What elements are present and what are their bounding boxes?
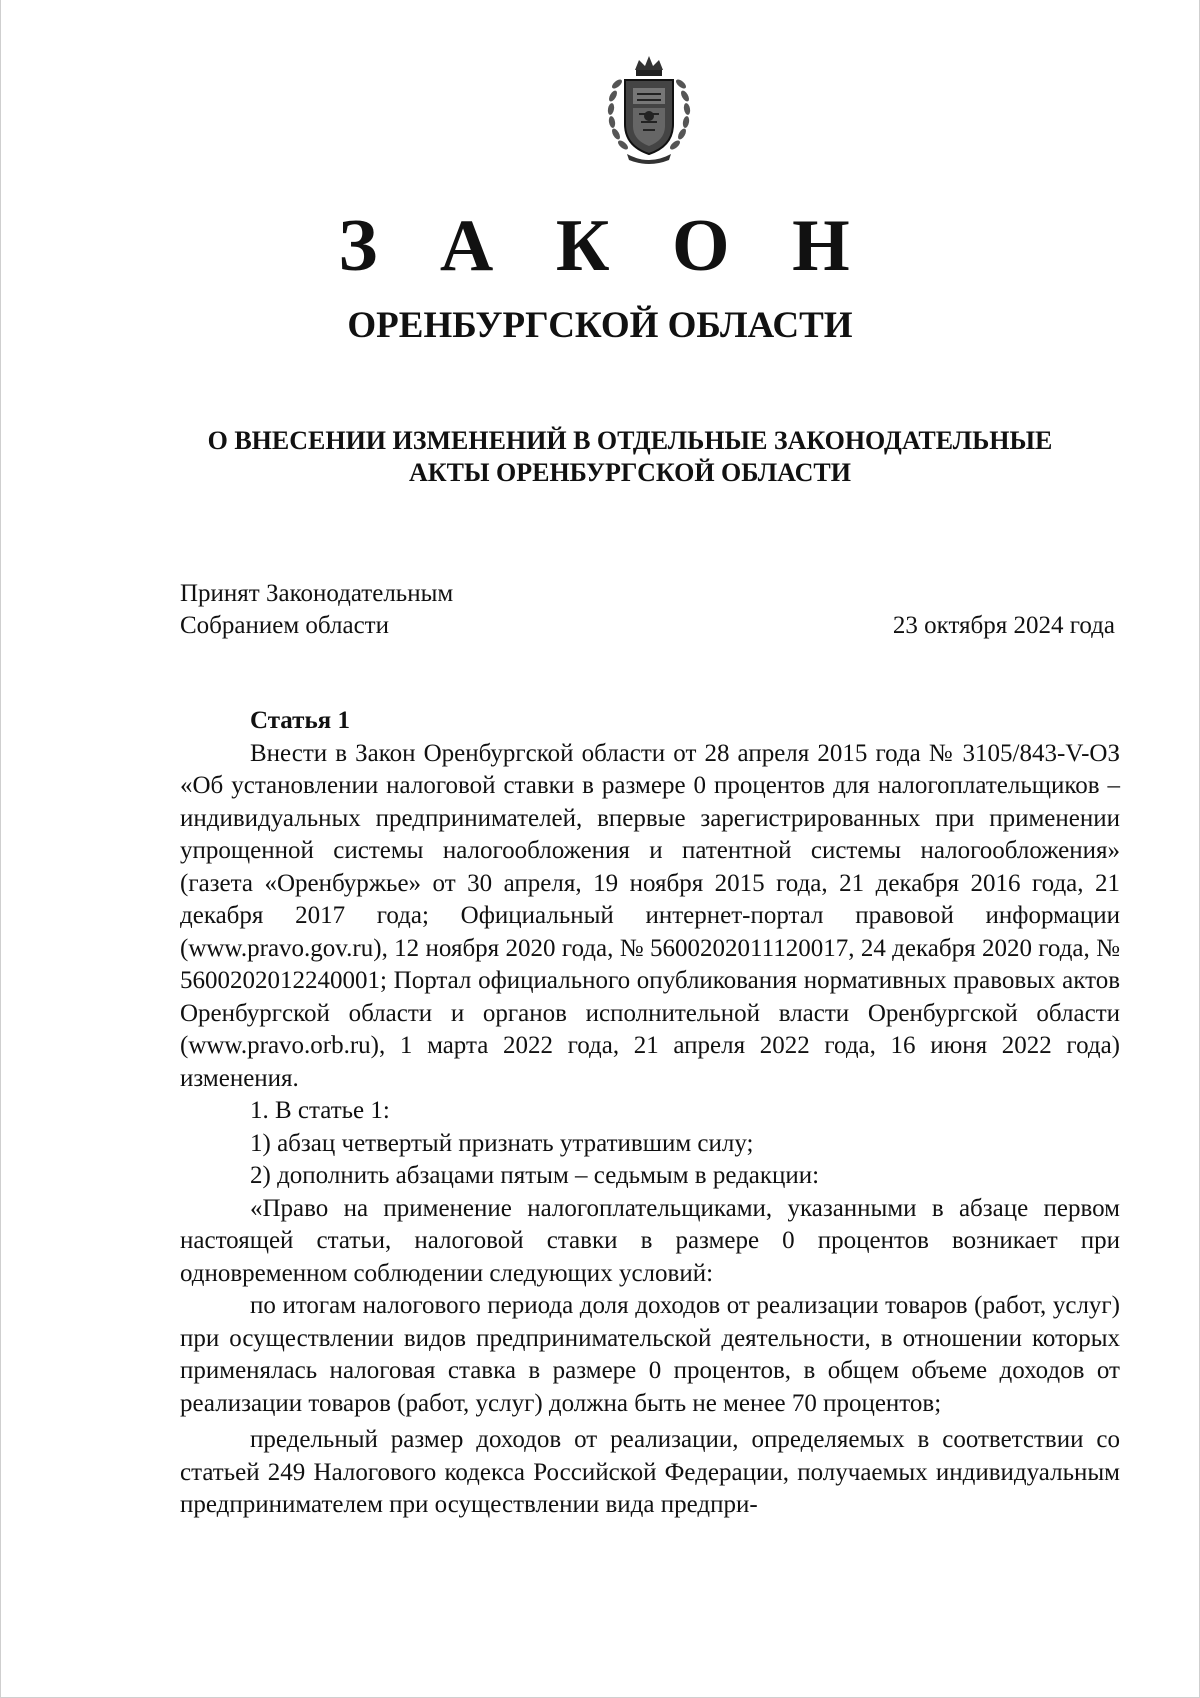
coat-of-arms-icon	[603, 54, 695, 166]
adoption-authority	[180, 578, 453, 642]
adoption-authority-line2: Собранием области	[180, 612, 389, 639]
document-title: З А К О Н	[338, 205, 872, 287]
law-heading	[150, 425, 1110, 489]
adoption-date: 23 октября 2024 года	[892, 612, 1115, 639]
adoption-authority-line1: Принят Законодательным	[180, 580, 454, 607]
document-subtitle: ОРЕНБУРГСКОЙ ОБЛАСТИ	[347, 305, 853, 346]
paragraph: «Право на применение налогоплательщиками, указанными в абзаце первом настоящей статьи, налоговой ставки в размере 0 процентов возникает при одновременном соблюдении следующих условий:	[180, 1194, 1120, 1287]
paragraph: предельный размер доходов от реализации, определяемых в соответствии со статьей 249 Налогового кодекса Российской Федерации, получаемых индивидуальным предпринимателем при осуществлении вида предпри-	[180, 1426, 1120, 1518]
paragraph: Внести в Закон Оренбургской области от 28 апреля 2015 года № 3105/843-V-ОЗ «Об установлении налоговой ставки в размере 0 процентов для налогоплательщиков – индивидуальных предпринимателей, впервые зарегистрированных при применении упрощенной системы налогообложения и патентной системы налогообложения» (газета «Оренбуржье» от 30 апреля, 19 ноября 2015 года, 21 декабря 2016 года, 21 декабря 2017 года; Официальный интернет-портал правовой информации (www.pravo.gov.ru), 12 ноября 2020 года, № 5600202011120017, 24 декабря 2020 года, № 5600202012240001; Портал официального опубликования нормативных правовых актов Оренбургской области и органов исполнительной власти Оренбургской области (www.pravo.orb.ru), 1 марта 2022 года, 21 апреля 2022 года, 16 июня 2022 года) изменения.	[180, 739, 1120, 1092]
document-body	[180, 705, 1120, 1522]
paragraph: 1. В статье 1:	[250, 1097, 390, 1124]
law-heading-line1: О ВНЕСЕНИИ ИЗМЕНЕНИЙ В ОТДЕЛЬНЫЕ ЗАКОНОДАТЕЛЬНЫЕ	[207, 426, 1053, 455]
law-heading-line2: АКТЫ ОРЕНБУРГСКОЙ ОБЛАСТИ	[409, 458, 851, 487]
paragraph: 1) абзац четвертый признать утратившим силу;	[250, 1129, 754, 1157]
paragraph: 2) дополнить абзацами пятым – седьмым в редакции:	[250, 1162, 820, 1189]
paragraph: по итогам налогового периода доля доходов от реализации товаров (работ, услуг) при осуществлении видов предпринимательской деятельности, в отношении которых применялась налоговая ставка в размере 0 процентов, в общем объеме доходов от реализации товаров (работ, услуг) должна быть не менее 70 процентов;	[180, 1292, 1120, 1417]
article-title: Статья 1	[250, 707, 350, 734]
